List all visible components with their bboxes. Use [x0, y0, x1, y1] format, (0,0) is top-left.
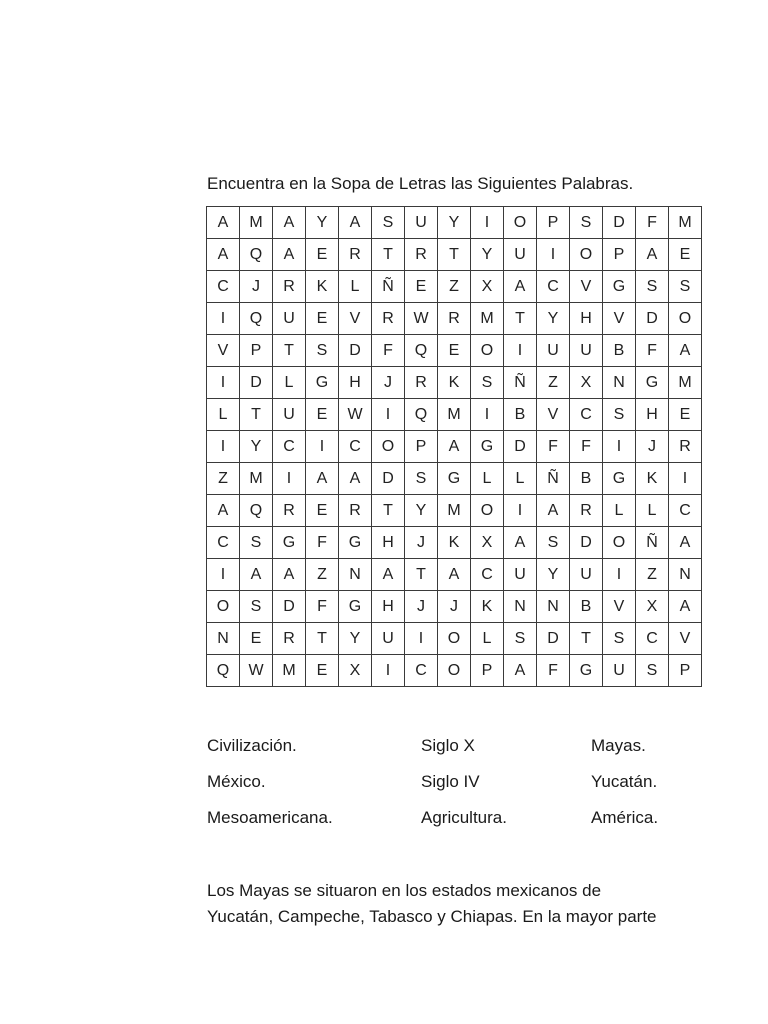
grid-cell: K: [636, 463, 669, 495]
grid-cell: L: [504, 463, 537, 495]
grid-cell: X: [570, 367, 603, 399]
grid-cell: L: [603, 495, 636, 527]
grid-cell: F: [570, 431, 603, 463]
grid-cell: L: [471, 463, 504, 495]
grid-cell: K: [306, 271, 339, 303]
grid-cell: J: [405, 591, 438, 623]
grid-cell: C: [570, 399, 603, 431]
grid-cell: R: [669, 431, 702, 463]
grid-cell: Y: [306, 207, 339, 239]
worksheet-title: Encuentra en la Sopa de Letras las Siguientes Palabras.: [207, 174, 634, 193]
grid-cell: Q: [405, 399, 438, 431]
grid-cell: G: [273, 527, 306, 559]
grid-cell: U: [372, 623, 405, 655]
grid-cell: K: [438, 527, 471, 559]
grid-cell: U: [603, 655, 636, 687]
grid-cell: U: [570, 335, 603, 367]
grid-row: [207, 367, 702, 399]
grid-cell: S: [240, 527, 273, 559]
word-item: Civilización.: [207, 736, 297, 755]
grid-cell: A: [207, 207, 240, 239]
grid-cell: R: [273, 495, 306, 527]
grid-cell: E: [669, 239, 702, 271]
grid-cell: T: [405, 559, 438, 591]
grid-cell: Y: [537, 303, 570, 335]
grid-cell: S: [570, 207, 603, 239]
grid-cell: W: [240, 655, 273, 687]
grid-cell: T: [570, 623, 603, 655]
grid-cell: V: [537, 399, 570, 431]
grid-cell: F: [306, 591, 339, 623]
grid-cell: S: [537, 527, 570, 559]
grid-cell: D: [504, 431, 537, 463]
grid-cell: I: [504, 495, 537, 527]
grid-cell: A: [306, 463, 339, 495]
grid-row: [207, 527, 702, 559]
grid-cell: A: [669, 527, 702, 559]
grid-cell: G: [636, 367, 669, 399]
grid-cell: C: [405, 655, 438, 687]
grid-row: [207, 591, 702, 623]
grid-cell: A: [504, 527, 537, 559]
grid-cell: U: [504, 239, 537, 271]
grid-cell: G: [339, 591, 372, 623]
grid-cell: O: [471, 495, 504, 527]
grid-cell: J: [636, 431, 669, 463]
grid-cell: F: [372, 335, 405, 367]
grid-cell: A: [273, 239, 306, 271]
grid-cell: T: [372, 495, 405, 527]
grid-cell: M: [240, 463, 273, 495]
grid-cell: Y: [438, 207, 471, 239]
grid-cell: E: [306, 655, 339, 687]
grid-cell: Y: [537, 559, 570, 591]
grid-cell: R: [273, 623, 306, 655]
grid-cell: R: [339, 495, 372, 527]
grid-cell: P: [240, 335, 273, 367]
grid-cell: F: [636, 335, 669, 367]
grid-cell: D: [570, 527, 603, 559]
grid-cell: A: [669, 591, 702, 623]
grid-cell: S: [636, 655, 669, 687]
grid-cell: I: [273, 463, 306, 495]
grid-cell: J: [405, 527, 438, 559]
grid-cell: B: [570, 463, 603, 495]
grid-cell: X: [339, 655, 372, 687]
grid-cell: A: [273, 207, 306, 239]
grid-cell: R: [405, 239, 438, 271]
grid-cell: O: [471, 335, 504, 367]
grid-cell: V: [339, 303, 372, 335]
grid-row: [207, 431, 702, 463]
grid-cell: Q: [240, 303, 273, 335]
grid-cell: P: [669, 655, 702, 687]
grid-cell: B: [570, 591, 603, 623]
grid-cell: I: [207, 303, 240, 335]
grid-cell: Y: [240, 431, 273, 463]
grid-cell: U: [537, 335, 570, 367]
grid-cell: D: [240, 367, 273, 399]
grid-row: [207, 623, 702, 655]
grid-row: [207, 463, 702, 495]
grid-cell: U: [273, 399, 306, 431]
paragraph-line: Yucatán, Campeche, Tabasco y Chiapas. En la mayor parte: [207, 907, 657, 926]
grid-cell: S: [636, 271, 669, 303]
grid-cell: Ñ: [537, 463, 570, 495]
grid-cell: Z: [636, 559, 669, 591]
grid-cell: P: [603, 239, 636, 271]
grid-cell: V: [603, 591, 636, 623]
grid-cell: I: [207, 367, 240, 399]
grid-cell: J: [240, 271, 273, 303]
grid-cell: M: [471, 303, 504, 335]
word-item: Mesoamericana.: [207, 808, 333, 827]
grid-cell: I: [603, 559, 636, 591]
grid-cell: I: [372, 655, 405, 687]
grid-cell: C: [537, 271, 570, 303]
grid-cell: R: [570, 495, 603, 527]
grid-cell: B: [603, 335, 636, 367]
grid-cell: Q: [207, 655, 240, 687]
word-item: México.: [207, 772, 266, 791]
grid-cell: G: [339, 527, 372, 559]
grid-cell: S: [240, 591, 273, 623]
grid-cell: Q: [405, 335, 438, 367]
grid-cell: F: [306, 527, 339, 559]
grid-cell: Z: [537, 367, 570, 399]
grid-cell: H: [636, 399, 669, 431]
grid-cell: N: [504, 591, 537, 623]
grid-cell: P: [405, 431, 438, 463]
grid-cell: G: [570, 655, 603, 687]
grid-cell: Z: [438, 271, 471, 303]
grid-row: [207, 495, 702, 527]
grid-cell: J: [372, 367, 405, 399]
grid-cell: X: [471, 527, 504, 559]
word-item: Siglo IV: [421, 772, 480, 791]
grid-cell: S: [603, 623, 636, 655]
grid-cell: S: [405, 463, 438, 495]
grid-row: [207, 207, 702, 239]
grid-cell: J: [438, 591, 471, 623]
grid-cell: A: [504, 655, 537, 687]
grid-cell: D: [339, 335, 372, 367]
word-list: [207, 735, 687, 829]
grid-cell: H: [339, 367, 372, 399]
grid-cell: A: [240, 559, 273, 591]
grid-cell: Y: [339, 623, 372, 655]
grid-cell: C: [339, 431, 372, 463]
grid-cell: G: [603, 463, 636, 495]
grid-cell: N: [339, 559, 372, 591]
grid-cell: X: [471, 271, 504, 303]
grid-cell: L: [207, 399, 240, 431]
grid-cell: R: [273, 271, 306, 303]
grid-cell: D: [372, 463, 405, 495]
grid-cell: E: [306, 239, 339, 271]
grid-cell: E: [306, 303, 339, 335]
grid-cell: O: [504, 207, 537, 239]
grid-cell: E: [240, 623, 273, 655]
grid-cell: R: [372, 303, 405, 335]
grid-cell: A: [669, 335, 702, 367]
grid-cell: B: [504, 399, 537, 431]
grid-cell: Q: [240, 495, 273, 527]
grid-cell: F: [537, 431, 570, 463]
grid-cell: Z: [306, 559, 339, 591]
grid-cell: N: [537, 591, 570, 623]
grid-cell: K: [471, 591, 504, 623]
word-item: Mayas.: [591, 736, 646, 755]
grid-cell: I: [471, 207, 504, 239]
grid-cell: I: [207, 559, 240, 591]
grid-cell: U: [405, 207, 438, 239]
word-search-grid: [206, 206, 702, 687]
grid-cell: W: [339, 399, 372, 431]
grid-cell: D: [636, 303, 669, 335]
grid-row: [207, 399, 702, 431]
grid-cell: A: [207, 495, 240, 527]
grid-cell: L: [339, 271, 372, 303]
grid-cell: I: [405, 623, 438, 655]
grid-cell: I: [669, 463, 702, 495]
grid-cell: T: [273, 335, 306, 367]
grid-cell: T: [372, 239, 405, 271]
grid-cell: G: [438, 463, 471, 495]
grid-cell: H: [372, 527, 405, 559]
grid-cell: F: [636, 207, 669, 239]
grid-cell: M: [669, 367, 702, 399]
grid-cell: G: [306, 367, 339, 399]
grid-row: [207, 655, 702, 687]
grid-cell: S: [372, 207, 405, 239]
grid-cell: C: [471, 559, 504, 591]
grid-cell: D: [537, 623, 570, 655]
word-item: Yucatán.: [591, 772, 658, 791]
grid-cell: I: [471, 399, 504, 431]
grid-cell: V: [669, 623, 702, 655]
grid-cell: A: [438, 559, 471, 591]
grid-row: [207, 559, 702, 591]
grid-cell: R: [405, 367, 438, 399]
word-item: América.: [591, 808, 659, 827]
grid-cell: W: [405, 303, 438, 335]
grid-cell: U: [570, 559, 603, 591]
grid-cell: P: [537, 207, 570, 239]
grid-cell: I: [504, 335, 537, 367]
grid-row: [207, 271, 702, 303]
grid-cell: S: [504, 623, 537, 655]
paragraph-line: Los Mayas se situaron en los estados mexicanos de: [207, 881, 602, 900]
grid-cell: S: [306, 335, 339, 367]
grid-cell: Ñ: [636, 527, 669, 559]
grid-cell: O: [603, 527, 636, 559]
grid-cell: A: [339, 207, 372, 239]
grid-cell: O: [438, 655, 471, 687]
grid-cell: R: [339, 239, 372, 271]
grid-cell: A: [339, 463, 372, 495]
grid-cell: U: [504, 559, 537, 591]
grid-cell: C: [669, 495, 702, 527]
grid-cell: L: [636, 495, 669, 527]
grid-cell: V: [570, 271, 603, 303]
grid-cell: N: [669, 559, 702, 591]
grid-cell: N: [603, 367, 636, 399]
grid-cell: C: [207, 271, 240, 303]
grid-cell: A: [636, 239, 669, 271]
grid-cell: C: [636, 623, 669, 655]
grid-cell: M: [438, 495, 471, 527]
grid-cell: S: [603, 399, 636, 431]
grid-cell: A: [207, 239, 240, 271]
grid-cell: V: [603, 303, 636, 335]
grid-cell: L: [273, 367, 306, 399]
grid-cell: C: [273, 431, 306, 463]
grid-cell: T: [504, 303, 537, 335]
grid-cell: S: [669, 271, 702, 303]
grid-cell: E: [438, 335, 471, 367]
grid-cell: P: [471, 655, 504, 687]
grid-cell: O: [570, 239, 603, 271]
grid-cell: X: [636, 591, 669, 623]
grid-cell: L: [471, 623, 504, 655]
grid-cell: Y: [471, 239, 504, 271]
grid-cell: A: [372, 559, 405, 591]
grid-row: [207, 239, 702, 271]
grid-cell: Y: [405, 495, 438, 527]
grid-cell: I: [537, 239, 570, 271]
grid-cell: Q: [240, 239, 273, 271]
grid-cell: K: [438, 367, 471, 399]
grid-cell: H: [570, 303, 603, 335]
grid-cell: T: [240, 399, 273, 431]
grid-cell: M: [669, 207, 702, 239]
grid-row: [207, 303, 702, 335]
grid-cell: N: [207, 623, 240, 655]
grid-cell: R: [438, 303, 471, 335]
grid-cell: I: [603, 431, 636, 463]
intro-paragraph: [207, 878, 717, 930]
grid-cell: O: [438, 623, 471, 655]
grid-cell: A: [438, 431, 471, 463]
grid-cell: O: [669, 303, 702, 335]
grid-cell: E: [306, 495, 339, 527]
grid-cell: G: [603, 271, 636, 303]
grid-cell: M: [438, 399, 471, 431]
grid-cell: I: [306, 431, 339, 463]
grid-cell: D: [603, 207, 636, 239]
grid-cell: T: [306, 623, 339, 655]
grid-cell: E: [405, 271, 438, 303]
grid-cell: F: [537, 655, 570, 687]
grid-cell: O: [207, 591, 240, 623]
grid-cell: A: [504, 271, 537, 303]
grid-cell: V: [207, 335, 240, 367]
grid-cell: O: [372, 431, 405, 463]
grid-cell: S: [471, 367, 504, 399]
grid-cell: I: [372, 399, 405, 431]
grid-cell: Z: [207, 463, 240, 495]
grid-cell: M: [273, 655, 306, 687]
grid-cell: C: [207, 527, 240, 559]
grid-cell: H: [372, 591, 405, 623]
grid-cell: E: [669, 399, 702, 431]
grid-cell: E: [306, 399, 339, 431]
word-item: Agricultura.: [421, 808, 507, 827]
grid-cell: Ñ: [504, 367, 537, 399]
grid-cell: A: [273, 559, 306, 591]
word-item: Siglo X: [421, 736, 475, 755]
grid-cell: D: [273, 591, 306, 623]
grid-row: [207, 335, 702, 367]
grid-cell: M: [240, 207, 273, 239]
grid-cell: A: [537, 495, 570, 527]
grid-cell: I: [207, 431, 240, 463]
grid-cell: Ñ: [372, 271, 405, 303]
grid-cell: U: [273, 303, 306, 335]
grid-cell: T: [438, 239, 471, 271]
grid-cell: G: [471, 431, 504, 463]
